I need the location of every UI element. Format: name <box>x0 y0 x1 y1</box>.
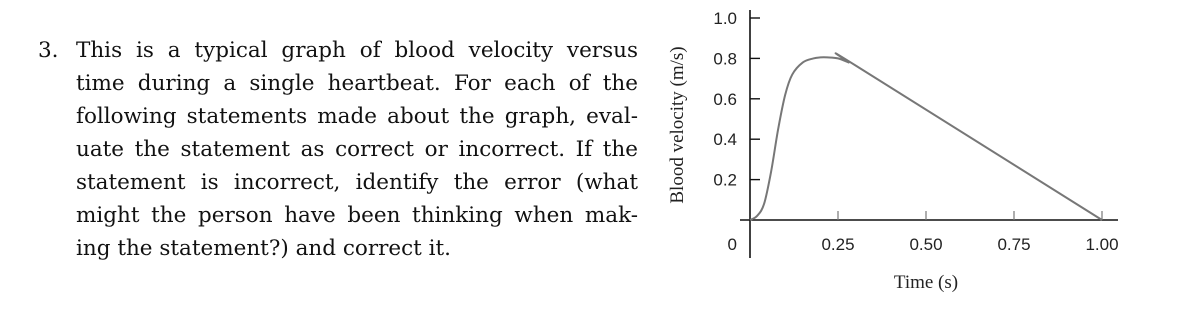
problem-line: might the person have been thinking when mak- <box>76 203 638 228</box>
y-tick-label: 0.4 <box>713 130 737 150</box>
chart-series <box>750 53 1102 220</box>
problem-statement <box>38 34 638 265</box>
chart-axes <box>740 10 1118 258</box>
y-tick-label: 1.0 <box>713 9 737 28</box>
problem-line: uate the statement as correct or incorrect. If the <box>76 137 638 162</box>
chart-ticks <box>713 9 1118 254</box>
y-axis-title: Blood velocity (m/s) <box>667 46 688 204</box>
problem-line: following statements made about the graph, eval- <box>76 104 638 129</box>
origin-label: 0 <box>727 235 737 254</box>
problem-line: statement is incorrect, identify the error (what <box>76 170 638 195</box>
blood-velocity-chart <box>650 0 1150 328</box>
velocity-curve <box>750 53 1102 220</box>
y-tick-label: 0.2 <box>713 170 737 190</box>
x-axis-title: Time (s) <box>893 272 959 293</box>
problem-line: ing the statement?) and correct it. <box>76 236 451 261</box>
y-tick-label: 0.6 <box>713 89 737 109</box>
problem-line: This is a typical graph of blood velocity versus <box>76 38 638 63</box>
x-tick-label: 1.00 <box>1085 235 1119 254</box>
y-tick-label: 0.8 <box>713 49 737 69</box>
problem-line: time during a single heartbeat. For each of the <box>76 71 638 96</box>
problem-number: 3. <box>38 38 59 63</box>
problem-text <box>76 34 638 265</box>
x-tick-label: 0.25 <box>821 235 855 254</box>
x-tick-label: 0.75 <box>997 235 1031 254</box>
x-tick-label: 0.50 <box>909 235 943 254</box>
